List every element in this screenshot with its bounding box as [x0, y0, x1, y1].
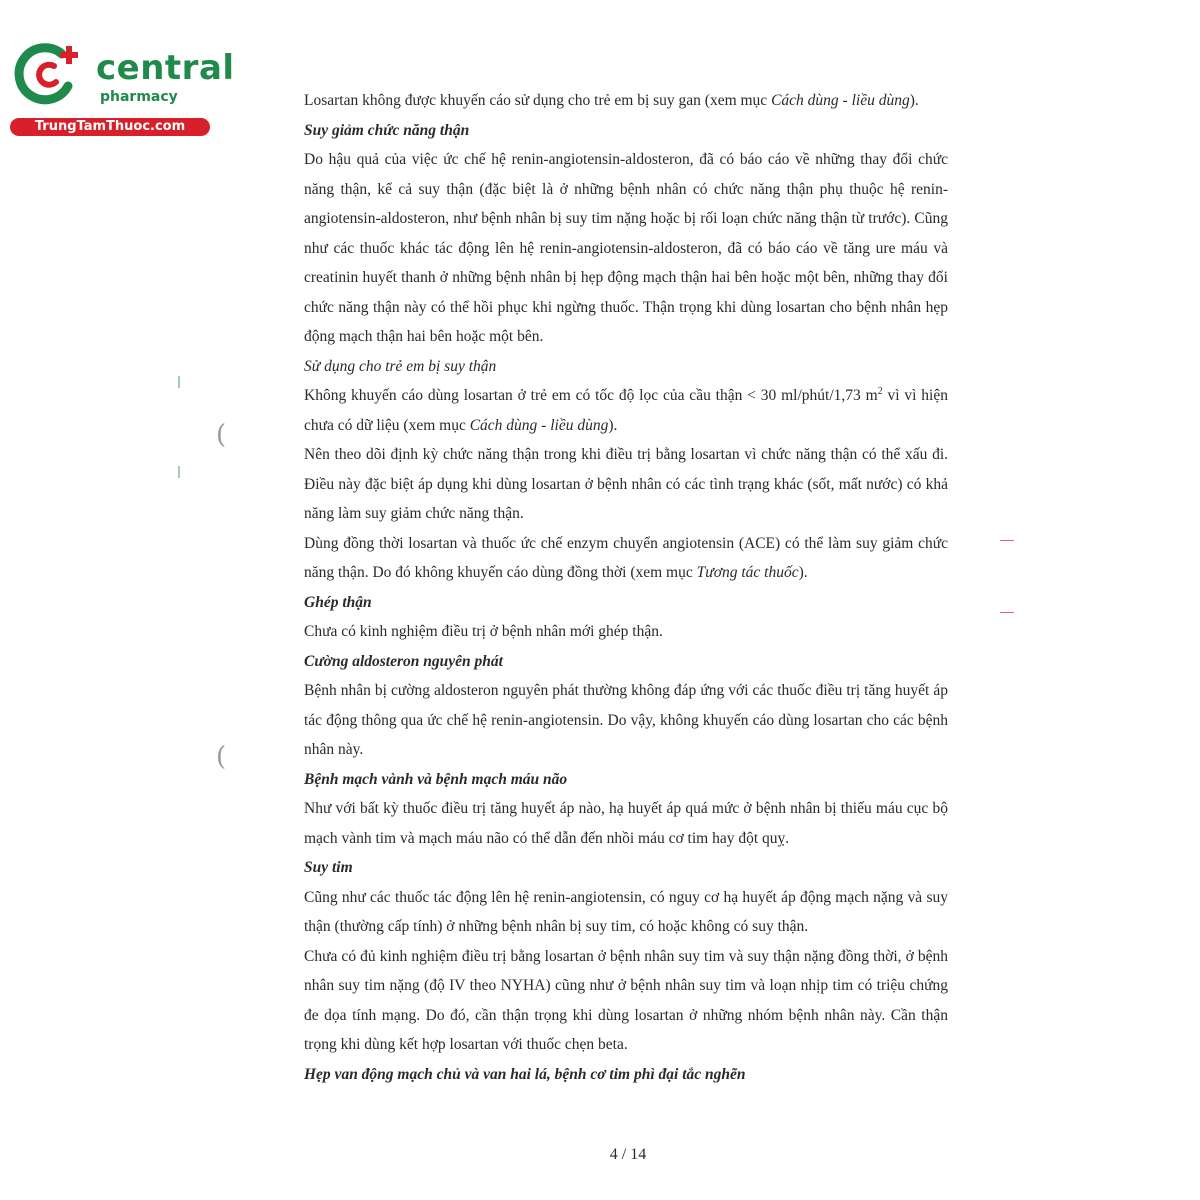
italic-reference: Cách dùng - liều dùng: [469, 416, 609, 434]
text-run: ).: [608, 416, 618, 434]
section-heading: [304, 588, 948, 618]
text-run: Chưa có kinh nghiệm điều trị ở bệnh nhân mới ghép thận.: [304, 623, 663, 640]
text-run: Dùng đồng thời losartan và thuốc ức chế enzym chuyển angiotensin (ACE) có thể làm suy giảm chức năng thận. Do đó không khuyến cáo dùng đồng thời (xem mục: [304, 534, 948, 581]
body-paragraph: [304, 529, 948, 588]
page-number: 4 / 14: [609, 1146, 647, 1163]
body-paragraph: [304, 145, 948, 352]
text-run: Bệnh mạch vành và bệnh mạch máu não: [304, 770, 568, 788]
text-run: Do hậu quả của việc ức chế hệ renin-angiotensin-aldosteron, đã có báo cáo về những thay đổi chức năng thận, kể cả suy thận (đặc biệt là ở những bệnh nhân có chức năng thận phụ thuộc hệ renin-angiotensin-aldosteron, như bệnh nhân bị suy tim nặng hoặc bị rối loạn chức năng thận từ trước). Cũng như các thuốc khác tác động lên hệ renin-angiotensin-aldosteron, đã có báo cáo về tăng ure máu và creatinin huyết thanh ở những bệnh nhân bị hẹp động mạch thận hai bên hoặc một bên, những thay đổi chức năng thận này có thể hồi phục khi ngừng thuốc. Thận trọng khi dùng losartan cho bệnh nhân hẹp động mạch thận hai bên hoặc một bên.: [304, 151, 948, 345]
text-run: Bệnh nhân bị cường aldosteron nguyên phát thường không đáp ứng với các thuốc điều trị tăng huyết áp tác động thông qua ức chế hệ renin-angiotensin. Do vậy, không khuyến cáo dùng losartan cho các bệnh nhân này.: [304, 682, 948, 758]
text-run: Như với bất kỳ thuốc điều trị tăng huyết áp nào, hạ huyết áp quá mức ở bệnh nhân bị thiếu máu cục bộ mạch vành tim và mạch máu não có thể dẫn đến nhồi máu cơ tim hay đột quỵ.: [304, 800, 948, 847]
body-paragraph: [304, 86, 948, 116]
section-heading: [304, 647, 948, 677]
text-run: Sử dụng cho trẻ em bị suy thận: [304, 357, 497, 375]
brand-name: central: [96, 48, 235, 88]
text-run: Chưa có đủ kinh nghiệm điều trị bằng losartan ở bệnh nhân suy tim và suy thận nặng đồng thời, ở bệnh nhân suy tim nặng (độ IV theo NYHA) cũng như ở bệnh nhân suy tim và loạn nhịp tim có triệu chứng đe dọa tính mạng. Do đó, cần thận trọng khi dùng losartan ở những nhóm bệnh nhân này. Cần thận trọng khi dùng kết hợp losartan với thuốc chẹn beta.: [304, 947, 948, 1053]
body-paragraph: [304, 794, 948, 853]
text-run: Ghép thận: [304, 593, 372, 611]
scan-mark: [178, 376, 180, 388]
text-run: Hẹp van động mạch chủ và van hai lá, bệnh cơ tim phì đại tắc nghẽn: [304, 1065, 746, 1083]
hole-punch-mark: (: [216, 742, 227, 772]
section-subheading: [304, 352, 948, 382]
superscript: 2: [877, 385, 883, 397]
section-heading: [304, 116, 948, 146]
text-run: Suy giảm chức năng thận: [304, 121, 470, 139]
text-run: vì vì hiện chưa có dữ liệu (xem mục: [304, 387, 948, 434]
text-run: Không khuyến cáo dùng losartan ở trẻ em có tốc độ lọc của cầu thận < 30 ml/phút/1,73 m: [304, 387, 878, 404]
italic-reference: Tương tác thuốc: [696, 564, 799, 581]
pharmacy-cross-logo-icon: [10, 40, 88, 108]
body-paragraph: [304, 617, 948, 647]
stamp-mark: [1000, 612, 1014, 683]
section-heading: [304, 1060, 948, 1090]
hole-punch-mark: (: [216, 420, 227, 450]
text-run: Nên theo dõi định kỳ chức năng thận trong khi điều trị bằng losartan vì chức năng thận có thể xấu đi. Điều này đặc biệt áp dụng khi dùng losartan ở bệnh nhân có các tình trạng khác (sốt, mất nước) có khả năng làm suy giảm chức năng thận.: [304, 446, 948, 522]
body-paragraph: [304, 883, 948, 942]
section-heading: [304, 853, 948, 883]
text-run: Cũng như các thuốc tác động lên hệ renin-angiotensin, có nguy cơ hạ huyết áp động mạch nặng và suy thận (thường cấp tính) ở những bệnh nhân bị suy tim, có hoặc không có suy thận.: [304, 888, 948, 935]
body-paragraph: [304, 676, 948, 765]
text-run: Suy tim: [304, 859, 353, 876]
body-paragraph: [304, 440, 948, 529]
scan-mark: [178, 466, 180, 478]
text-run: ).: [798, 564, 808, 581]
text-run: Cường aldosteron nguyên phát: [304, 652, 503, 670]
section-heading: [304, 765, 948, 795]
body-paragraph: [304, 381, 948, 440]
body-paragraph: [304, 942, 948, 1060]
text-run: Losartan không được khuyến cáo sử dụng cho trẻ em bị suy gan (xem mục: [304, 92, 772, 109]
brand-logo: [10, 40, 235, 140]
text-run: ).: [909, 92, 919, 109]
italic-reference: Cách dùng - liều dùng: [771, 92, 910, 109]
document-body: [304, 86, 948, 1089]
brand-subtitle: pharmacy: [100, 89, 178, 105]
brand-site-badge: TrungTamThuoc.com: [10, 118, 210, 136]
stamp-mark: [1000, 540, 1014, 581]
